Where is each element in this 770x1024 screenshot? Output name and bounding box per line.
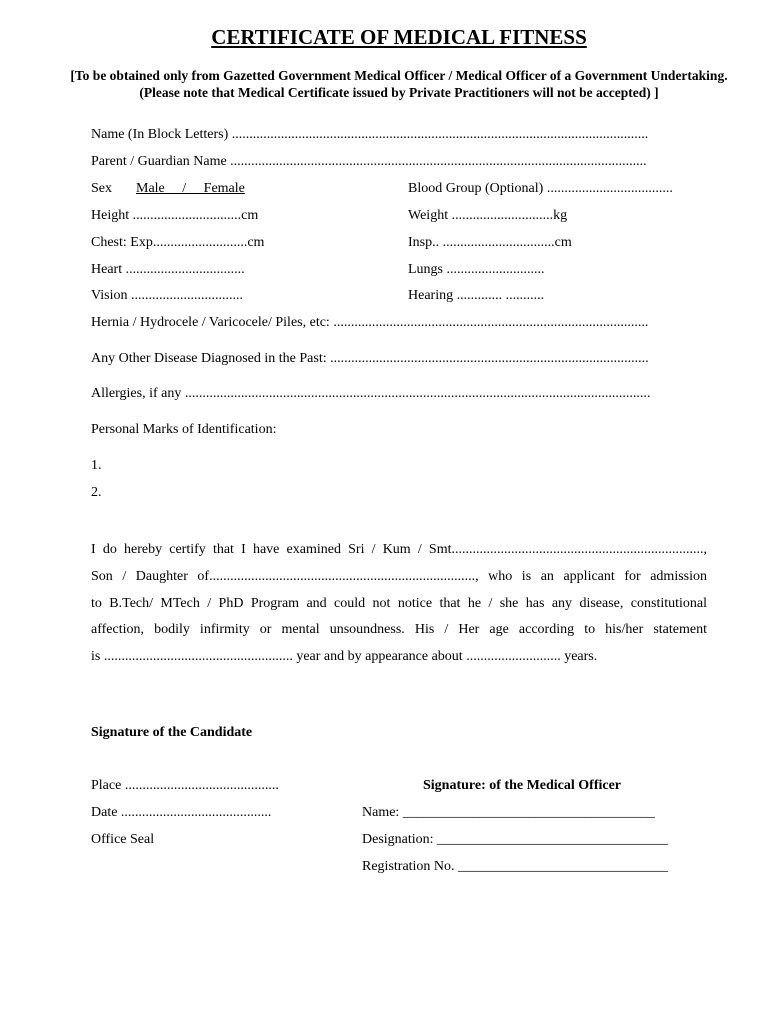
officer-name-field[interactable]: Name: ____________________________________ xyxy=(362,805,655,820)
identification-marks-label: Personal Marks of Identification: xyxy=(91,422,277,437)
office-seal-label: Office Seal xyxy=(91,832,155,847)
certify-line: to B.Tech/ MTech / PhD Program and could not notice that he / she has any disease, constitutional xyxy=(91,595,707,611)
name-field[interactable]: Name (In Block Letters) ....................................................................................................................... xyxy=(91,127,649,142)
chest-insp-field[interactable]: Insp.. ................................cm xyxy=(408,235,572,250)
lungs-field[interactable]: Lungs ............................ xyxy=(408,262,545,277)
certify-line: affection, bodily infirmity or mental unsoundness. His / Her age according to his/her statement xyxy=(91,622,707,638)
hearing-field[interactable]: Hearing ............. ........... xyxy=(408,288,545,303)
allergies-field[interactable]: Allergies, if any ..................................................................................................................................... xyxy=(91,386,651,401)
other-disease-field[interactable]: Any Other Disease Diagnosed in the Past: ........................................................................................... xyxy=(91,351,649,366)
instruction-note: [To be obtained only from Gazetted Government Medical Officer / Medical Officer of a Government Undertaking. (Please note that Medical Certificate issued by Private Practitioners will not be accepted) ] xyxy=(70,68,728,100)
vision-field[interactable]: Vision ................................ xyxy=(91,288,243,303)
heart-field[interactable]: Heart .................................. xyxy=(91,262,245,277)
certify-line[interactable]: Son / Daughter of............................................................................, who is an applicant for admission xyxy=(91,568,707,584)
page-title: CERTIFICATE OF MEDICAL FITNESS xyxy=(211,25,587,49)
certification-paragraph xyxy=(91,537,707,671)
sex-options[interactable]: Male / Female xyxy=(136,181,245,196)
hernia-field[interactable]: Hernia / Hydrocele / Varicocele/ Piles, etc: .......................................................................................... xyxy=(91,315,649,330)
chest-exp-field[interactable]: Chest: Exp...........................cm xyxy=(91,235,265,250)
blood-group-field[interactable]: Blood Group (Optional) .................................... xyxy=(408,181,673,196)
date-field[interactable]: Date ........................................... xyxy=(91,805,272,820)
parent-guardian-field[interactable]: Parent / Guardian Name ....................................................................................................................... xyxy=(91,154,647,169)
identification-mark-1[interactable]: 1. xyxy=(91,458,102,473)
registration-number-field[interactable]: Registration No. ______________________________ xyxy=(362,859,669,874)
identification-mark-2[interactable]: 2. xyxy=(91,485,102,500)
certify-line[interactable]: I do hereby certify that I have examined Sri / Kum / Smt........................................................................, xyxy=(91,542,707,557)
weight-field[interactable]: Weight .............................kg xyxy=(408,208,568,223)
medical-officer-signature-label: Signature: of the Medical Officer xyxy=(423,778,622,793)
certify-line[interactable]: is ...................................................... year and by appearance about ........................... years. xyxy=(91,649,598,665)
height-field[interactable]: Height ...............................cm xyxy=(91,208,259,223)
place-field[interactable]: Place ............................................ xyxy=(91,778,279,793)
sex-label: Sex xyxy=(91,181,112,196)
candidate-signature-label: Signature of the Candidate xyxy=(91,725,253,740)
designation-field[interactable]: Designation: _________________________________ xyxy=(362,832,669,847)
